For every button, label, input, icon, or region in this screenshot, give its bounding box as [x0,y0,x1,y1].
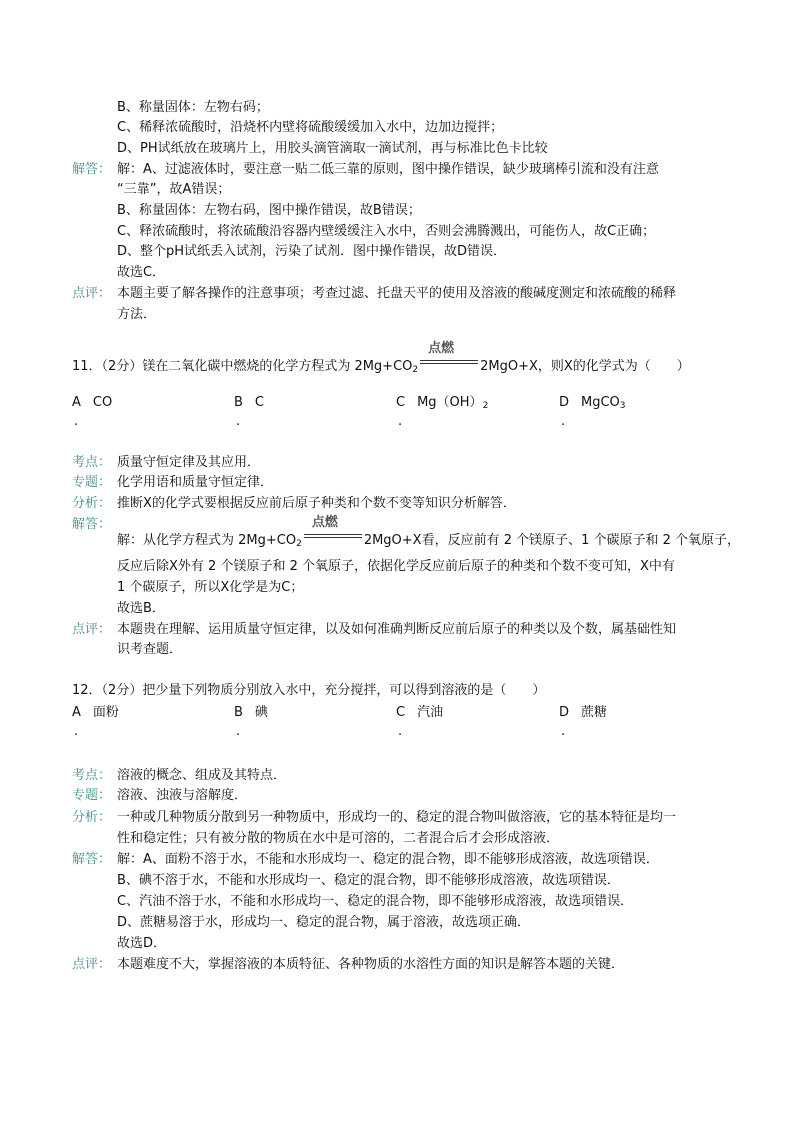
q11-option-c-letter: C [396,395,406,410]
q11-answer-equals-line-2 [304,537,362,538]
q12-analysis-label: 分析： [72,810,112,825]
q12-option-c-text: 汽油 [417,705,444,720]
q11-stem-pre: 11．（2分）镁在二氧化碳中燃烧的化学方程式为 2Mg+CO [72,359,413,374]
q12-option-b[interactable] [234,703,268,724]
q12-answer-line-3: C、汽油不溶于水，不能和水形成均一、稳定的混合物，即不能够形成溶液，故选项错误． [117,894,634,909]
q11-answer-post: 2MgO+X看，反应前有 2 个镁原子、1 个碳原子和 2 个氧原子， [363,533,741,548]
q10-comment-line-2: 方法． [117,307,157,322]
q11-answer-label: 解答： [72,517,112,532]
q12-option-c[interactable] [396,703,443,724]
q10-answer-line-4: C、释浓硫酸时，将浓硫酸沿容器内壁缓缓注入水中，否则会沸腾溅出，可能伤人，故C正确； [117,224,656,239]
q12-option-a-dot: . [74,724,79,739]
q11-answer-line-4: 故选B． [117,601,165,616]
q10-answer-label: 解答： [72,162,112,177]
q12-option-d-text: 蔗糖 [581,705,608,720]
q10-answer-line-6: 故选C． [117,265,166,280]
q12-answer-line-1: 解：A、面粉不溶于水，不能和水形成均一、稳定的混合物，即不能够形成溶液，故选项错误． [117,852,659,867]
q12-answer-line-5: 故选D． [117,936,167,951]
q11-answer-line-3: 1 个碳原子，所以X化学是为C； [117,580,304,595]
q11-option-a-text: CO [92,395,113,410]
q10-option-d-line: D、PH试纸放在玻璃片上，用胶头滴管滴取一滴试剂，再与标准比色卡比较 [117,141,548,156]
q11-option-b-text: C [254,395,264,410]
q11-analysis-label: 分析： [72,496,112,511]
q10-comment-line-1: 本题主要了解各操作的注意事项；考查过滤、托盘天平的使用及溶液的酸碱度测定和浓硫酸的稀释 [117,286,677,301]
q12-option-d-dot: . [561,724,566,739]
q10-answer-line-3: B、称量固体：左物右码，图中操作错误，故B错误； [117,203,421,218]
q12-point-label: 考点： [72,768,112,783]
q11-answer-equals-line [304,534,362,535]
q12-comment-label: 点评： [72,957,112,972]
q11-option-d-dot: . [561,414,566,429]
q11-option-a[interactable] [72,393,112,414]
q12-option-a[interactable] [72,703,119,724]
q10-option-c-line: C、稀释浓硫酸时，沿烧杯内壁将硫酸缓缓加入水中，边加边搅拌； [117,120,504,135]
q12-point: 溶液的概念、组成及其特点． [117,768,287,783]
q11-stem [72,341,690,378]
q11-condition-text: 点燃 [428,341,455,356]
q10-comment-label: 点评： [72,286,112,301]
q11-topic: 化学用语和质量守恒定律． [117,475,274,490]
q11-option-b-letter: B [234,395,243,410]
q11-option-c[interactable] [396,393,488,414]
q10-option-b-line: B、称量固体：左物右码； [117,100,269,115]
q12-answer-line-4: D、蔗糖易溶于水，形成均一、稳定的混合物，属于溶液，故选项正确． [117,915,531,930]
q11-stem-sub: 2 [412,365,419,375]
q11-answer-reaction-condition [302,515,364,544]
q11-analysis: 推断X的化学式要根据反应前后原子种类和个数不变等知识分析解答． [117,496,516,511]
q11-answer-line-2: 反应后除X外有 2 个镁原子和 2 个氧原子，依据化学反应前后原子的种类和个数不变可知，X中有 [117,559,675,574]
q12-option-d-letter: D [559,705,570,720]
q10-answer-line-1: 解：A、过滤液体时，要注意一贴二低三靠的原则，图中操作错误，缺少玻璃棒引流和没有注意 [117,162,659,177]
q11-comment-label: 点评： [72,622,112,637]
q12-option-c-dot: . [398,724,403,739]
q12-option-a-text: 面粉 [92,705,119,720]
q11-topic-label: 专题： [72,475,112,490]
q11-option-d-sub: 3 [619,401,626,411]
q11-answer-line-1 [117,515,741,552]
q12-answer-label: 解答： [72,852,112,867]
q11-option-c-sub: 2 [482,401,489,411]
q12-stem: 12．（2分）把少量下列物质分别放入水中，充分搅拌，可以得到溶液的是（ ） [72,683,546,698]
q11-comment-line-1: 本题贵在理解、运用质量守恒定律，以及如何准确判断反应前后原子的种类以及个数，属基础性知 [117,622,677,637]
q11-option-d[interactable] [559,393,626,414]
q11-point: 质量守恒定律及其应用． [117,455,261,470]
q11-option-b[interactable] [234,393,264,414]
q12-option-b-text: 碘 [254,705,268,720]
q11-option-b-dot: . [236,414,241,429]
q11-equals-line-2 [420,363,478,364]
q10-answer-line-2: “三靠”，故A错误； [117,182,231,197]
q11-stem-post: 2MgO+X，则X的化学式为（ ） [480,359,690,374]
q12-comment-line-1: 本题难度不大，掌握溶液的本质特征、各种物质的水溶性方面的知识是解答本题的关键． [117,957,625,972]
q11-answer-sub: 2 [296,539,302,549]
q11-answer-pre: 解：从化学方程式为 2Mg+CO [117,533,297,548]
q11-option-a-letter: A [72,395,81,410]
q11-option-d-letter: D [559,395,570,410]
q12-analysis-line-1: 一种或几种物质分散到另一种物质中，形成均一的、稳定的混合物叫做溶液，它的基本特征是均一 [117,810,677,825]
q12-option-b-dot: . [236,724,241,739]
q11-equals-line [420,360,478,361]
q11-option-c-text: Mg（OH） [417,395,483,410]
q11-option-c-dot: . [398,414,403,429]
q11-reaction-condition [418,341,480,370]
q11-option-d-text: MgCO [581,395,620,410]
q12-option-d[interactable] [559,703,607,724]
q12-option-b-letter: B [234,705,243,720]
q11-point-label: 考点： [72,455,112,470]
q12-topic: 溶液、浊液与溶解度． [117,788,248,803]
q12-analysis-line-2: 性和稳定性；只有被分散的物质在水中是可溶的，二者混合后才会形成溶液． [117,831,560,846]
q12-answer-line-2: B、碘不溶于水，不能和水形成均一、稳定的混合物，即不能够形成溶液，故选项错误． [117,873,620,888]
q12-option-a-letter: A [72,705,81,720]
q10-answer-line-5: D、整个pH试纸丢入试剂，污染了试剂．图中操作错误，故D错误． [117,244,507,259]
q12-topic-label: 专题： [72,788,112,803]
q11-option-a-dot: . [74,414,79,429]
q12-option-c-letter: C [396,705,406,720]
q11-answer-condition-text: 点燃 [311,515,338,530]
q11-comment-line-2: 识考查题． [117,642,183,657]
